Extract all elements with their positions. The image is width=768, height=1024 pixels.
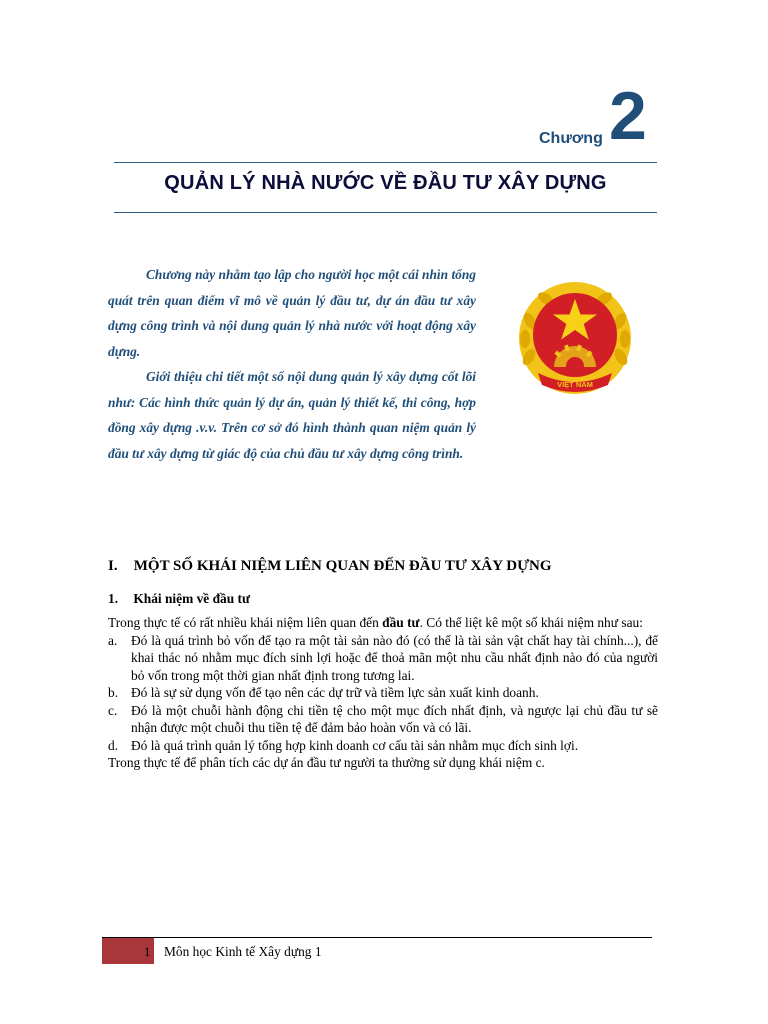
list-marker: a. xyxy=(108,632,118,648)
national-emblem-icon xyxy=(516,281,634,399)
intro-paragraph xyxy=(108,614,658,632)
title-top-rule xyxy=(114,162,657,163)
chapter-abstract xyxy=(108,262,476,466)
list-item xyxy=(108,684,658,702)
chapter-label: Chương xyxy=(539,130,603,147)
list-item xyxy=(108,737,658,755)
list-text: Đó là sự sử dụng vốn để tạo nên các dự trữ và tiềm lực sản xuất kinh doanh. xyxy=(131,685,539,700)
page-number: 1 xyxy=(144,944,151,959)
subsection-title: Khái niệm về đầu tư xyxy=(133,591,251,606)
list-text: Đó là quá trình quản lý tổng hợp kinh doanh cơ cấu tài sản nhằm mục đích sinh lợi. xyxy=(131,737,579,753)
section-number: I. xyxy=(108,558,118,574)
list-text: Đó là một chuỗi hành động chi tiền tệ cho một mục đích nhất định, và ngược lại chủ đầu tư sẽ nhận được một chuỗi thu tiền tệ để đảm bảo hoàn vốn và có lãi. xyxy=(131,702,658,735)
subsection-number: 1. xyxy=(108,591,119,606)
abstract-paragraph-1: Chương này nhằm tạo lập cho người học một cái nhìn tổng quát trên quan điểm vĩ mô về quản lý đầu tư, dự án đầu tư xây dựng công trình và nội dung quản lý nhà nước với hoạt động xây dựng. xyxy=(108,267,476,359)
intro-text-end: . Có thể liệt kê một số khái niệm như sau: xyxy=(419,615,643,630)
list-marker: b. xyxy=(108,685,119,700)
subsection-heading xyxy=(108,591,250,607)
body-content xyxy=(108,614,658,772)
title-bottom-rule xyxy=(114,212,657,213)
chapter-number: 2 xyxy=(609,78,647,154)
footer-course-title: Môn học Kinh tế Xây dựng 1 xyxy=(164,944,322,959)
closing-paragraph: Trong thực tế để phân tích các dự án đầu tư người ta thường sử dụng khái niệm c. xyxy=(108,755,545,770)
section-title: MỘT SỐ KHÁI NIỆM LIÊN QUAN ĐẾN ĐẦU TƯ XÂY DỰNG xyxy=(133,558,552,574)
list-marker: d. xyxy=(108,737,119,753)
list-marker: c. xyxy=(108,702,118,718)
intro-text-bold: đầu tư xyxy=(382,615,420,630)
section-heading xyxy=(108,558,552,575)
footer-rule xyxy=(102,937,652,938)
list-item xyxy=(108,632,658,685)
list-item xyxy=(108,702,658,737)
emblem-ribbon-text: VIỆT NAM xyxy=(557,380,593,389)
intro-text-start: Trong thực tế có rất nhiều khái niệm liên quan đến xyxy=(108,615,383,630)
abstract-paragraph-2: Giới thiệu chi tiết một số nội dung quản lý xây dựng cốt lõi như: Các hình thức quản lý dự án, quản lý thiết kế, thi công, hợp đồng xây dựng .v.v. Trên cơ sở đó hình thành quan niệm quản lý đầu tư xây dựng từ giác độ của chủ đầu tư xây dựng công trình. xyxy=(108,369,476,461)
chapter-title: QUẢN LÝ NHÀ NƯỚC VỀ ĐẦU TƯ XÂY DỰNG xyxy=(164,172,607,194)
list-text: Đó là quá trình bỏ vốn để tạo ra một tài sản nào đó (có thể là tài sản vật chất hay tài chính...), để khai thác nó nhằm mục đích sinh lợi hoặc để thoả mãn một nhu cầu nhất định nào đó của người bỏ vốn trong một thời gian nhất định trong tương lai. xyxy=(131,632,658,683)
